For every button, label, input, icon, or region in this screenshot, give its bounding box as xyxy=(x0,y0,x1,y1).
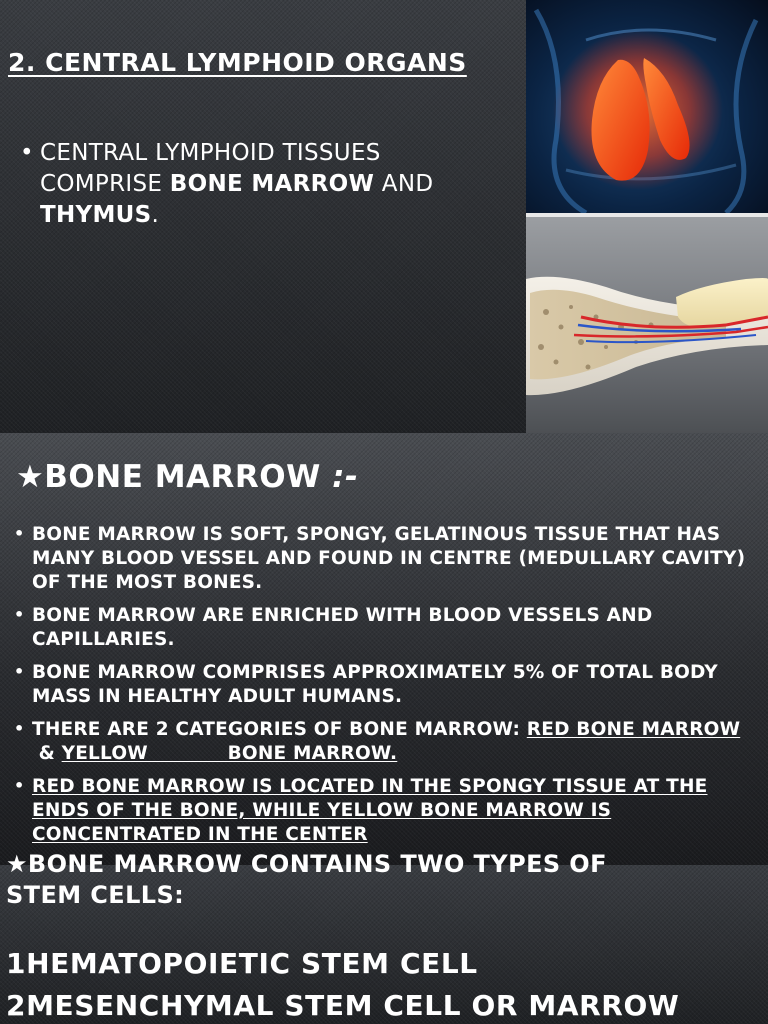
slide-bone-marrow xyxy=(0,433,768,865)
bullet-text-part: AND xyxy=(374,171,434,197)
bullet-marker: • xyxy=(20,140,34,166)
bone-marrow-bullet-list xyxy=(14,523,762,856)
slide-stem-cells xyxy=(0,850,768,1024)
bullet-text-part: . xyxy=(151,202,160,228)
link-yellow-bone-marrow[interactable]: YELLOW BONE MARROW. xyxy=(61,743,398,764)
hematopoietic-stem-cell-item: 1HEMATOPOIETIC STEM CELL xyxy=(6,947,478,980)
list-item: • BONE MARROW IS SOFT, SPONGY, GELATINOUS TISSUE THAT HAS MANY BLOOD VESSEL AND FOUND IN CENTRE (MEDULLARY CAVITY) OF THE MOST BONES. xyxy=(14,523,762,595)
bone-cross-section-image xyxy=(526,217,768,433)
slide-title: 2. CENTRAL LYMPHOID ORGANS xyxy=(8,48,467,77)
link-red-bone-marrow[interactable]: RED BONE MARROW xyxy=(526,719,741,740)
bold-bone-marrow: BONE MARROW xyxy=(169,171,375,197)
mesenchymal-stem-cell-item: 2MESENCHYMAL STEM CELL OR MARROW xyxy=(6,989,680,1022)
stem-cells-heading: ★BONE MARROW CONTAINS TWO TYPES OF STEM CELLS: xyxy=(6,850,607,909)
bullet-central-lymphoid-tissues xyxy=(20,138,440,231)
bone-marrow-heading xyxy=(16,459,358,495)
heading-text: BONE MARROW xyxy=(44,459,321,495)
list-item: • BONE MARROW COMPRISES APPROXIMATELY 5% OF TOTAL BODY MASS IN HEALTHY ADULT HUMANS. xyxy=(14,661,762,709)
list-item-text: & xyxy=(32,743,62,764)
bullet-text xyxy=(20,138,440,231)
list-item xyxy=(14,775,762,847)
slide-central-lymphoid-organs xyxy=(0,0,768,433)
list-item xyxy=(14,718,762,766)
heading-suffix: :- xyxy=(320,459,359,495)
link-red-yellow-location[interactable]: RED BONE MARROW IS LOCATED IN THE SPONGY TISSUE AT THE ENDS OF THE BONE, WHILE YELLOW BONE MARROW IS CONCENTRATED IN THE CENTER xyxy=(32,776,708,845)
list-item: • BONE MARROW ARE ENRICHED WITH BLOOD VESSELS AND CAPILLARIES. xyxy=(14,604,762,652)
list-item-text: THERE ARE 2 CATEGORIES OF BONE MARROW: xyxy=(32,719,527,740)
thymus-anatomy-image xyxy=(526,0,768,213)
star-icon: ★ xyxy=(16,459,45,495)
bold-thymus: THYMUS xyxy=(40,202,152,228)
bullet-text-part: CENTRAL LYMPHOID TISSUES COMPRISE xyxy=(40,140,381,197)
